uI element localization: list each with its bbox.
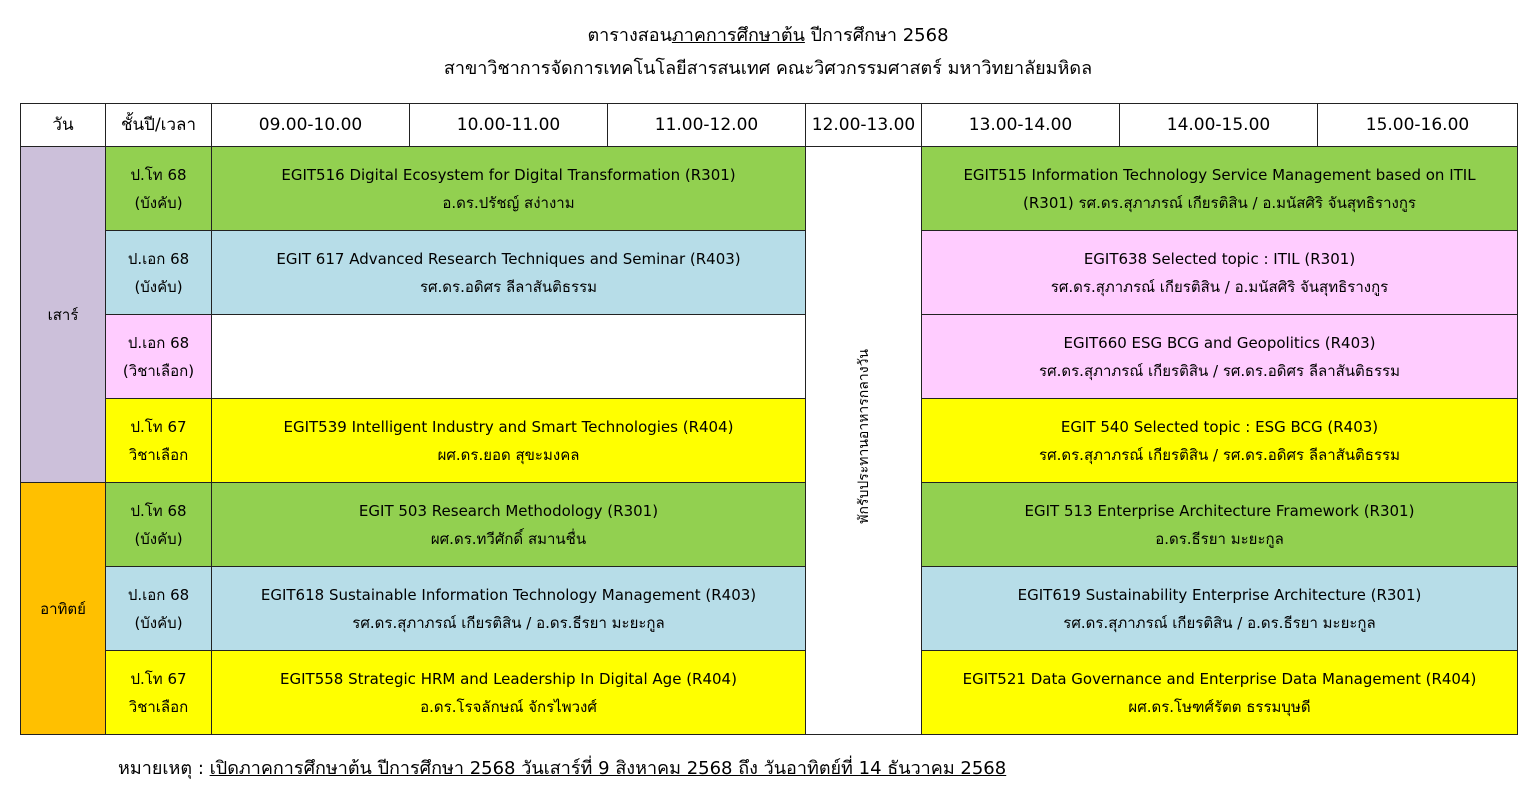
header-time-1300: 13.00-14.00 bbox=[922, 104, 1120, 147]
footnote-label: หมายเหตุ : bbox=[118, 758, 210, 779]
level-cell bbox=[106, 399, 212, 483]
title-prefix: ตารางสอน bbox=[587, 25, 672, 46]
schedule-subtitle: สาขาวิชาการจัดการเทคโนโลยีสารสนเทศ คณะวิศวกรรมศาสตร์ มหาวิทยาลัยมหิดล bbox=[443, 58, 1093, 79]
course-title: EGIT515 Information Technology Service Management based on ITIL bbox=[963, 165, 1476, 184]
course-title: EGIT619 Sustainability Enterprise Architecture (R301) bbox=[1017, 585, 1422, 604]
course-instructor: รศ.ดร.สุภาภรณ์ เกียรติสิน / รศ.ดร.อดิศร ลีลาสันติธรรม bbox=[1039, 445, 1400, 464]
schedule-table bbox=[20, 103, 1518, 735]
day-saturday: เสาร์ bbox=[21, 147, 106, 483]
course-instructor: อ.ดร.ปรัชญ์ สง่างาม bbox=[442, 193, 575, 212]
header-time-0900: 09.00-10.00 bbox=[212, 104, 410, 147]
empty-course-cell bbox=[212, 315, 806, 399]
course-instructor: รศ.ดร.สุภาภรณ์ เกียรติสิน / อ.มนัสศิริ จันสุทธิรางกูร bbox=[1050, 277, 1389, 296]
course-cell bbox=[212, 231, 806, 315]
course-instructor: อ.ดร.ธีรยา มะยะกูล bbox=[1155, 529, 1284, 548]
footnote-text: เปิดภาคการศึกษาต้น ปีการศึกษา 2568 วันเสาร์ที่ 9 สิงหาคม 2568 ถึง วันอาทิตย์ที่ 14 ธันวาคม 2568 bbox=[209, 758, 1007, 779]
course-cell bbox=[922, 483, 1518, 567]
table-row bbox=[21, 231, 1518, 315]
header-time-1400: 14.00-15.00 bbox=[1120, 104, 1318, 147]
course-title: EGIT558 Strategic HRM and Leadership In Digital Age (R404) bbox=[280, 669, 737, 688]
table-row bbox=[21, 315, 1518, 399]
level-label: ป.โท 68 bbox=[130, 165, 187, 184]
header-time-1200: 12.00-13.00 bbox=[806, 104, 922, 147]
level-label: ป.โท 67 bbox=[130, 417, 187, 436]
course-title: EGIT 617 Advanced Research Techniques and Seminar (R403) bbox=[276, 249, 741, 268]
course-instructor: ผศ.ดร.ทวีศักดิ์ สมานชื่น bbox=[430, 529, 587, 548]
course-title: EGIT539 Intelligent Industry and Smart Technologies (R404) bbox=[283, 417, 734, 436]
table-row bbox=[21, 651, 1518, 735]
course-instructor: ผศ.ดร.ยอด สุขะมงคล bbox=[437, 445, 580, 464]
course-title: EGIT516 Digital Ecosystem for Digital Transformation (R301) bbox=[281, 165, 736, 184]
course-cell bbox=[212, 567, 806, 651]
level-type: (บังคับ) bbox=[134, 277, 183, 296]
level-label: ป.โท 67 bbox=[130, 669, 187, 688]
level-cell bbox=[106, 567, 212, 651]
level-type: (บังคับ) bbox=[134, 193, 183, 212]
course-cell bbox=[212, 399, 806, 483]
course-title: EGIT 503 Research Methodology (R301) bbox=[358, 501, 659, 520]
schedule-title bbox=[0, 20, 1536, 49]
title-semester: ภาคการศึกษาต้น bbox=[671, 25, 805, 46]
level-label: ป.โท 68 bbox=[130, 501, 187, 520]
level-label: ป.เอก 68 bbox=[127, 249, 190, 268]
lunch-break-label: พักรับประทานอาหารกลางวัน bbox=[855, 348, 872, 524]
level-type: (วิชาเลือก) bbox=[122, 361, 195, 380]
level-label: ป.เอก 68 bbox=[127, 333, 190, 352]
level-type: วิชาเลือก bbox=[128, 697, 189, 716]
table-row bbox=[21, 567, 1518, 651]
header-row bbox=[21, 104, 1518, 147]
course-title: EGIT 513 Enterprise Architecture Framework (R301) bbox=[1024, 501, 1415, 520]
course-instructor: รศ.ดร.สุภาภรณ์ เกียรติสิน / อ.ดร.ธีรยา มะยะกูล bbox=[352, 613, 665, 632]
level-label: ป.เอก 68 bbox=[127, 585, 190, 604]
course-title: EGIT 540 Selected topic : ESG BCG (R403) bbox=[1060, 417, 1379, 436]
course-instructor: รศ.ดร.สุภาภรณ์ เกียรติสิน / รศ.ดร.อดิศร ลีลาสันติธรรม bbox=[1039, 361, 1400, 380]
level-type: วิชาเลือก bbox=[128, 445, 189, 464]
header-time-1500: 15.00-16.00 bbox=[1318, 104, 1518, 147]
course-cell bbox=[212, 483, 806, 567]
header-day: วัน bbox=[21, 104, 106, 147]
course-cell bbox=[922, 399, 1518, 483]
course-title: EGIT618 Sustainable Information Technology Management (R403) bbox=[260, 585, 757, 604]
lunch-break-cell bbox=[806, 147, 922, 735]
level-cell bbox=[106, 147, 212, 231]
level-type: (บังคับ) bbox=[134, 529, 183, 548]
course-instructor: อ.ดร.โรจลักษณ์ จักรไพวงศ์ bbox=[420, 697, 597, 716]
header-time-1000: 10.00-11.00 bbox=[410, 104, 608, 147]
table-row bbox=[21, 483, 1518, 567]
title-year: ปีการศึกษา 2568 bbox=[804, 25, 949, 46]
course-cell bbox=[922, 231, 1518, 315]
header-time-1100: 11.00-12.00 bbox=[608, 104, 806, 147]
course-instructor: รศ.ดร.สุภาภรณ์ เกียรติสิน / อ.ดร.ธีรยา มะยะกูล bbox=[1063, 613, 1376, 632]
level-cell bbox=[106, 231, 212, 315]
level-cell bbox=[106, 315, 212, 399]
level-cell bbox=[106, 483, 212, 567]
day-sunday: อาทิตย์ bbox=[21, 483, 106, 735]
course-cell bbox=[922, 567, 1518, 651]
table-row bbox=[21, 399, 1518, 483]
level-type: (บังคับ) bbox=[134, 613, 183, 632]
course-cell bbox=[212, 651, 806, 735]
course-cell bbox=[922, 315, 1518, 399]
course-cell bbox=[212, 147, 806, 231]
footnote bbox=[118, 753, 1006, 782]
course-title: EGIT521 Data Governance and Enterprise Data Management (R404) bbox=[962, 669, 1477, 688]
course-title: EGIT638 Selected topic : ITIL (R301) bbox=[1083, 249, 1356, 268]
course-instructor: รศ.ดร.อดิศร ลีลาสันติธรรม bbox=[419, 277, 598, 296]
course-instructor: (R301) รศ.ดร.สุภาภรณ์ เกียรติสิน / อ.มนัสศิริ จันสุทธิรางกูร bbox=[1023, 193, 1416, 212]
course-title: EGIT660 ESG BCG and Geopolitics (R403) bbox=[1063, 333, 1376, 352]
header-year-time: ชั้นปี/เวลา bbox=[106, 104, 212, 147]
level-cell bbox=[106, 651, 212, 735]
course-cell bbox=[922, 147, 1518, 231]
course-cell bbox=[922, 651, 1518, 735]
course-instructor: ผศ.ดร.โษฑศ์รัตต ธรรมบุษดี bbox=[1128, 697, 1311, 716]
table-row bbox=[21, 147, 1518, 231]
